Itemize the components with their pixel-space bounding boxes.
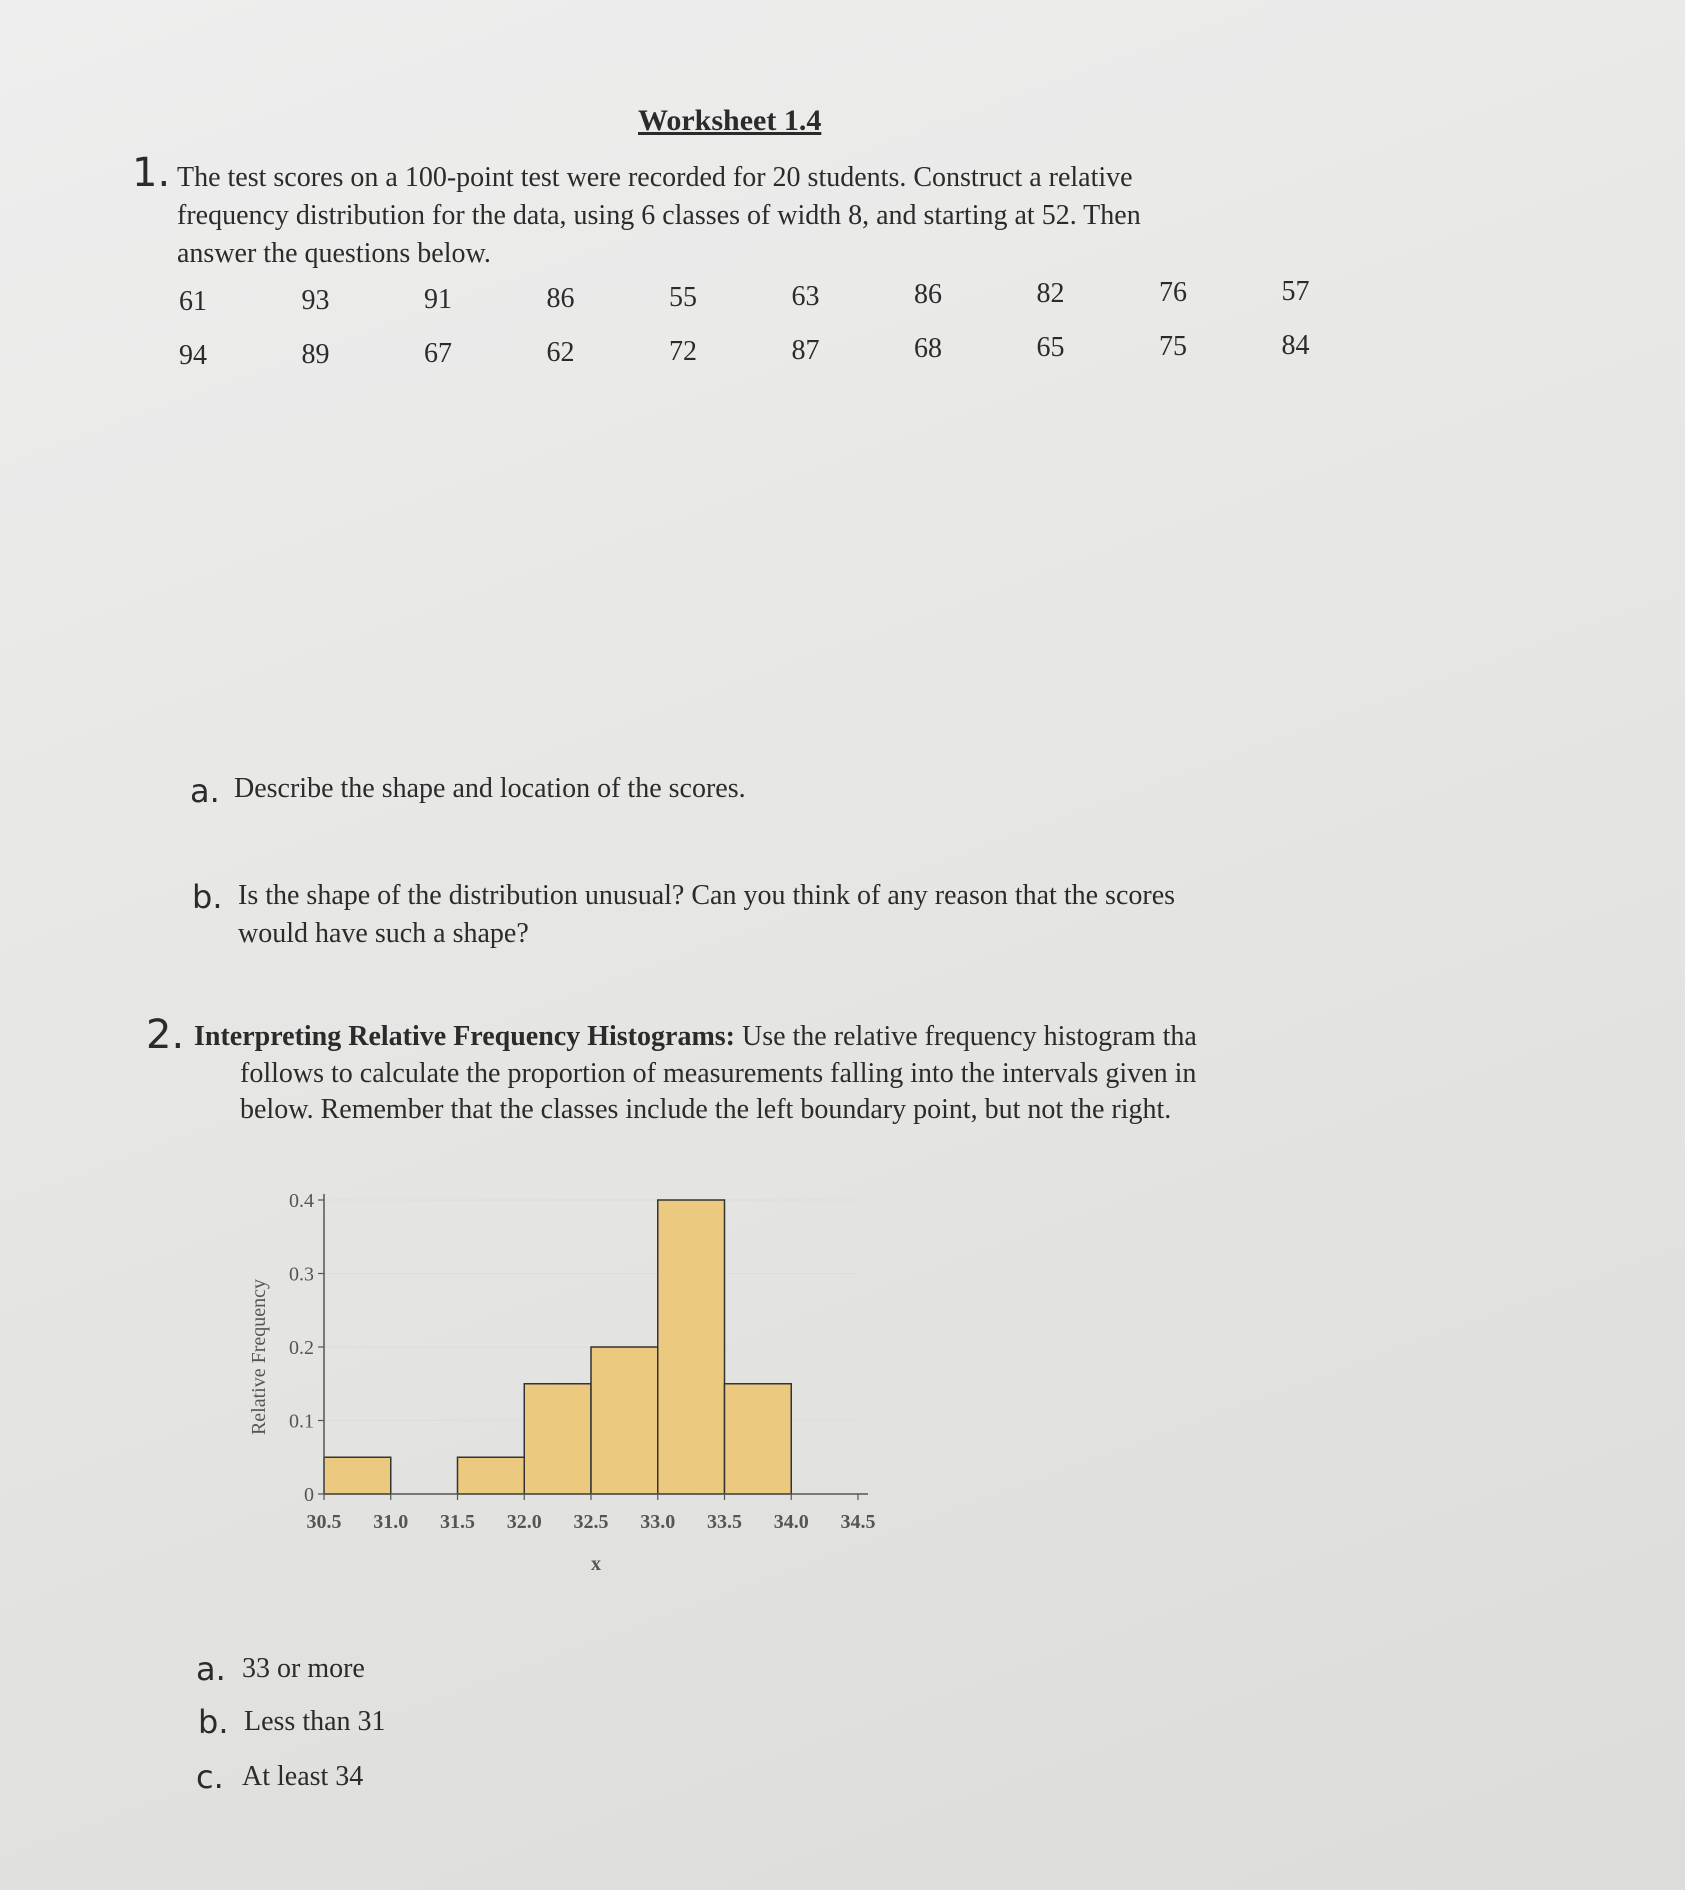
score-value: 82 — [1036, 278, 1065, 310]
question-2-line-1-rest: Use the relative frequency histogram tha — [734, 1021, 1197, 1052]
score-value: 89 — [301, 338, 330, 370]
y-tick-label: 0 — [304, 1484, 314, 1506]
question-1a-letter: a. — [190, 772, 220, 810]
histogram-bar — [524, 1384, 591, 1494]
question-1-line-2: frequency distribution for the data, using 6 classes of width 8, and starting at 52. Then — [177, 200, 1141, 231]
score-value: 68 — [914, 333, 942, 365]
score-value: 93 — [301, 284, 330, 316]
score-value: 65 — [1036, 332, 1065, 364]
x-tick-label: 32.0 — [506, 1511, 542, 1533]
histogram-bar — [658, 1200, 725, 1494]
question-1b-line-2: would have such a shape? — [238, 918, 529, 949]
score-value: 55 — [669, 281, 697, 313]
question-2-line-2: follows to calculate the proportion of measurements falling into the intervals given in — [240, 1058, 1197, 1089]
score-value: 67 — [424, 337, 452, 369]
x-tick-label: 33.5 — [707, 1511, 742, 1533]
question-2-line-3: below. Remember that the classes include the left boundary point, but not the right. — [240, 1094, 1172, 1125]
question-1-line-3: answer the questions below. — [177, 238, 491, 269]
x-tick-label: 30.5 — [306, 1511, 342, 1533]
x-tick-label: 31.5 — [440, 1511, 475, 1533]
histogram-bar — [725, 1384, 792, 1494]
question-1-number: 1. — [132, 150, 171, 196]
x-tick-label: 31.0 — [373, 1511, 409, 1533]
histogram-bar — [458, 1457, 525, 1494]
worksheet-title: Worksheet 1.4 — [638, 104, 822, 137]
score-value: 63 — [791, 280, 820, 312]
x-tick-label: 32.5 — [573, 1511, 609, 1533]
x-tick-label: 34.5 — [840, 1511, 876, 1533]
histogram-bar — [324, 1457, 391, 1494]
question-1a-text: Describe the shape and location of the scores. — [234, 773, 746, 804]
question-1-line-1: The test scores on a 100-point test were recorded for 20 students. Construct a relative — [177, 162, 1133, 193]
question-2c-letter: c. — [196, 1758, 224, 1796]
score-value: 94 — [179, 340, 207, 371]
score-value: 75 — [1159, 331, 1187, 363]
question-2-line-1 — [194, 1018, 1197, 1056]
question-2b-text: Less than 31 — [244, 1706, 386, 1737]
y-axis-label: Relative Frequency — [248, 1278, 270, 1436]
score-value: 62 — [546, 336, 575, 368]
relative-frequency-histogram — [230, 1180, 910, 1590]
question-2c-text: At least 34 — [242, 1761, 364, 1792]
score-value: 86 — [546, 282, 575, 314]
question-2a-letter: a. — [196, 1650, 226, 1688]
question-1b-line-1: Is the shape of the distribution unusual? Can you think of any reason that the scores — [238, 880, 1176, 911]
y-tick-label: 0.2 — [289, 1337, 314, 1359]
x-tick-label: 34.0 — [773, 1511, 809, 1533]
x-tick-label: 33.0 — [640, 1511, 676, 1533]
y-tick-label: 0.3 — [289, 1263, 314, 1286]
score-value: 57 — [1281, 276, 1310, 308]
question-2-bold-lead: Interpreting Relative Frequency Histograms: — [194, 1021, 735, 1052]
score-value: 91 — [424, 283, 452, 315]
score-value: 76 — [1159, 277, 1187, 309]
question-2-number: 2. — [146, 1012, 185, 1058]
score-value: 84 — [1281, 330, 1310, 362]
score-value: 87 — [791, 334, 820, 366]
question-2a-text: 33 or more — [242, 1653, 365, 1684]
question-1b-letter: b. — [192, 878, 223, 916]
score-value: 86 — [914, 279, 942, 311]
score-value: 72 — [669, 335, 697, 367]
histogram-bar — [591, 1347, 658, 1494]
question-2b-letter: b. — [198, 1703, 229, 1741]
score-value: 61 — [179, 286, 207, 317]
y-tick-label: 0.1 — [289, 1410, 314, 1433]
y-tick-label: 0.4 — [289, 1190, 314, 1212]
x-axis-label: x — [591, 1553, 601, 1575]
